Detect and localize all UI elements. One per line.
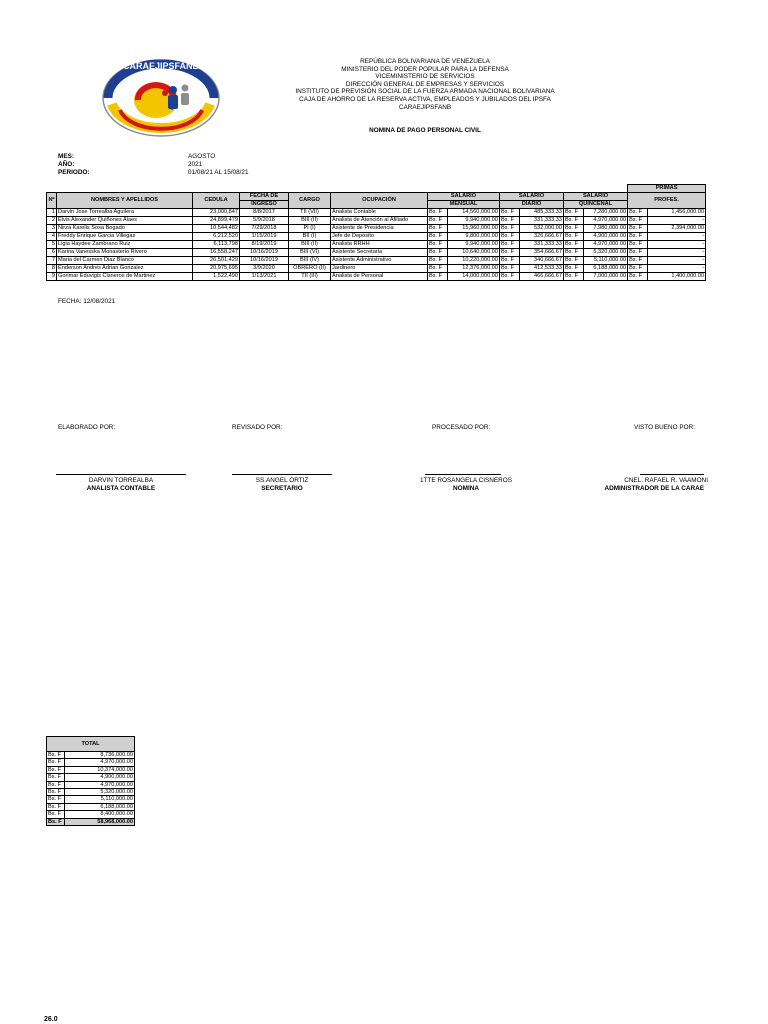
row-currency: Bs. F [564, 225, 584, 233]
row-diario: 485,333.33 [520, 209, 564, 217]
totals-row [47, 781, 135, 788]
logo-text: CARAEJIPSFANB [122, 61, 200, 71]
totals-value: 5,110,000.00 [65, 796, 135, 803]
periodo-value: 01/08/21 AL 15/08/21 [188, 169, 249, 176]
row-currency: Bs. F [628, 241, 648, 249]
signature-line [232, 474, 332, 475]
row-diario: 412,533.33 [520, 265, 564, 273]
row-cedula: 10,544,482 [193, 225, 240, 233]
signature-line [640, 474, 704, 475]
header-profes: PROFES. [628, 193, 706, 209]
header-ocupacion: OCUPACIÓN [331, 193, 428, 209]
row-diario: 331,333.33 [520, 217, 564, 225]
row-currency: Bs. F [564, 257, 584, 265]
signer-role-procesado: NOMINA [453, 485, 479, 492]
totals-body [47, 752, 135, 826]
totals-row [47, 803, 135, 810]
row-cargo: BIII (II) [289, 217, 331, 225]
header-salario-mensual: SALARIO [428, 193, 500, 201]
totals-table [46, 736, 135, 826]
row-ocupacion: Asistente de Presidencia [331, 225, 428, 233]
fecha-line: FECHA: 12/08/2021 [58, 298, 116, 305]
totals-row [47, 752, 135, 759]
visto-bueno-label: VISTO BUENO POR: [634, 424, 695, 431]
row-fecha: 1/13/2021 [240, 273, 289, 281]
row-currency: Bs. F [428, 249, 448, 257]
header-line: REPÚBLICA BOLIVARIANA DE VENEZUELA [360, 58, 490, 65]
row-quincenal: 4,970,000.00 [584, 217, 628, 225]
header-line: CARAEJIPSFANB [398, 103, 452, 111]
row-cargo: PI (I) [289, 225, 331, 233]
row-nombre: Enderson Andres Adrian Gonzalez [57, 265, 193, 273]
signer-name-elaborado: DARVIN TORREALBA [88, 477, 154, 484]
totals-value: 8,736,000.00 [65, 752, 135, 759]
header-salario-quincenal: SALARIO [564, 193, 628, 201]
row-primas: 1,400,000.00 [648, 273, 706, 281]
row-nombre: Maria del Carmen Diaz Blanco [57, 257, 193, 265]
row-currency: Bs. F [564, 273, 584, 281]
row-primas: - [648, 217, 706, 225]
header-line: CAJA DE AHORRO DE LA RESERVA ACTIVA, EMPLEADOS Y JUBILADOS DEL IPSFA [299, 95, 551, 103]
totals-row [47, 774, 135, 781]
periodo-label: PERIODO: [58, 169, 90, 176]
row-nombre: Nirza Karelis Sosa Bogado [57, 225, 193, 233]
totals-currency: Bs. F [47, 811, 65, 818]
row-ocupacion: Analista de Atención al Afiliado [331, 217, 428, 225]
row-ocupacion: Analista RRHH [331, 241, 428, 249]
payroll-table [46, 184, 706, 281]
row-primas: - [648, 257, 706, 265]
row-currency: Bs. F [628, 209, 648, 217]
row-cargo: OBRERO (II) [289, 265, 331, 273]
totals-grand-row [47, 818, 135, 825]
row-currency: Bs. F [500, 225, 520, 233]
row-ocupacion: Asistente Secretaria [331, 249, 428, 257]
header-line: DIRECCIÓN GENERAL DE EMPRESAS Y SERVICIOS [345, 80, 505, 88]
anio-label: AÑO: [58, 161, 75, 168]
row-mensual: 14,560,000.00 [448, 209, 500, 217]
row-currency: Bs. F [500, 265, 520, 273]
signer-role-elaborado: ANALISTA CONTABLE [86, 485, 156, 492]
row-currency: Bs. F [500, 233, 520, 241]
row-currency: Bs. F [500, 273, 520, 281]
signer-role-visto-bueno: ADMINISTRADOR DE LA CARAE [604, 485, 704, 492]
row-mensual: 15,960,000.00 [448, 225, 500, 233]
header-cargo: CARGO [289, 193, 331, 209]
totals-title: TOTAL [47, 737, 135, 752]
row-cedula: 26,501,429 [193, 257, 240, 265]
signature-line [56, 474, 186, 475]
row-mensual: 10,220,000.00 [448, 257, 500, 265]
totals-value: 6,188,000.00 [65, 803, 135, 810]
row-ocupacion: Jardinero [331, 265, 428, 273]
row-currency: Bs. F [500, 257, 520, 265]
totals-currency: Bs. F [47, 774, 65, 781]
row-quincenal: 6,188,000.00 [584, 265, 628, 273]
row-diario: 354,666.67 [520, 249, 564, 257]
row-currency: Bs. F [428, 209, 448, 217]
signer-name-visto-bueno: CNEL. RAFAEL R. VAAMONI [624, 477, 708, 484]
table-row [47, 233, 706, 241]
totals-row [47, 759, 135, 766]
table-row [47, 225, 706, 233]
row-fecha: 10/16/2019 [240, 249, 289, 257]
row-cargo: BIII (VI) [289, 249, 331, 257]
row-currency: Bs. F [500, 241, 520, 249]
document-title: NOMINA DE PAGO PERSONAL CIVIL [369, 127, 481, 134]
totals-value: 8,400,000.00 [65, 811, 135, 818]
row-mensual: 9,940,000.00 [448, 241, 500, 249]
row-nombre: Elvis Alexander Quiñones Alaes [57, 217, 193, 225]
row-currency: Bs. F [628, 273, 648, 281]
table-row [47, 249, 706, 257]
elaborado-label: ELABORADO POR: [58, 424, 116, 431]
row-diario: 326,666.67 [520, 233, 564, 241]
row-currency: Bs. F [564, 265, 584, 273]
row-currency: Bs. F [428, 265, 448, 273]
totals-currency: Bs. F [47, 752, 65, 759]
mes-label: MES: [58, 153, 74, 160]
row-cedula: 24,899,479 [193, 217, 240, 225]
totals-currency: Bs. F [47, 818, 65, 825]
totals-row [47, 796, 135, 803]
row-primas: - [648, 233, 706, 241]
row-currency: Bs. F [428, 241, 448, 249]
row-primas: 1,456,000.00 [648, 209, 706, 217]
row-currency: Bs. F [628, 225, 648, 233]
table-row [47, 265, 706, 273]
caraejipsfanb-logo [98, 52, 224, 140]
row-number: 9 [47, 273, 57, 281]
row-currency: Bs. F [564, 233, 584, 241]
totals-value: 4,900,000.00 [65, 774, 135, 781]
row-currency: Bs. F [428, 273, 448, 281]
row-quincenal: 5,110,000.00 [584, 257, 628, 265]
totals-value: 5,320,000.00 [65, 789, 135, 796]
row-cedula: 6,212,520 [193, 233, 240, 241]
totals-currency: Bs. F [47, 789, 65, 796]
row-currency: Bs. F [628, 257, 648, 265]
row-primas: - [648, 265, 706, 273]
header-line: INSTITUTO DE PREVISIÓN SOCIAL DE LA FUERZA ARMADA NACIONAL BOLIVARIANA [295, 88, 555, 96]
row-currency: Bs. F [628, 217, 648, 225]
table-row [47, 209, 706, 217]
row-ocupacion: Asistente Administrativo [331, 257, 428, 265]
row-mensual: 12,376,000.00 [448, 265, 500, 273]
row-nombre: Darvin Jose Torrealba Aguilera [57, 209, 193, 217]
row-currency: Bs. F [500, 209, 520, 217]
totals-currency: Bs. F [47, 759, 65, 766]
row-number: 1 [47, 209, 57, 217]
period-info [58, 153, 258, 177]
row-nombre: Karina Vanesska Monasterio Rivero [57, 249, 193, 257]
totals-row [47, 766, 135, 773]
table-row [47, 241, 706, 249]
table-row [47, 257, 706, 265]
row-fecha: 3/9/2020 [240, 265, 289, 273]
row-mensual: 10,640,000.00 [448, 249, 500, 257]
header-line: MINISTERIO DEL PODER POPULAR PARA LA DEFENSA [341, 65, 509, 73]
row-cedula: 16,558,247 [193, 249, 240, 257]
row-number: 8 [47, 265, 57, 273]
totals-value: 4,970,000.00 [65, 759, 135, 766]
header-fecha: FECHA DE [240, 193, 289, 201]
header-ingreso: INGRESO [240, 201, 289, 209]
page-number: 26.0 [44, 1016, 58, 1023]
row-currency: Bs. F [564, 217, 584, 225]
row-quincenal: 7,280,000.00 [584, 209, 628, 217]
row-diario: 340,666.67 [520, 257, 564, 265]
row-fecha: 8/19/2019 [240, 241, 289, 249]
row-cedula: 20,975,695 [193, 265, 240, 273]
row-currency: Bs. F [564, 209, 584, 217]
row-fecha: 1/15/2019 [240, 233, 289, 241]
header-cedula: CEDULA [193, 193, 240, 209]
signer-name-revisado: SS.ANGEL ORTIZ [255, 477, 309, 484]
row-number: 3 [47, 225, 57, 233]
row-diario: 331,333.33 [520, 241, 564, 249]
header-salario-diario: SALARIO [500, 193, 564, 201]
row-quincenal: 5,320,000.00 [584, 249, 628, 257]
row-cargo: BII (I) [289, 233, 331, 241]
row-cedula: 23,000,847 [193, 209, 240, 217]
row-mensual: 14,000,000.00 [448, 273, 500, 281]
totals-currency: Bs. F [47, 803, 65, 810]
row-cargo: TII (VII) [289, 209, 331, 217]
table-row [47, 273, 706, 281]
row-number: 6 [47, 249, 57, 257]
row-nombre: Gorimar Eduvigis Cisneros de Martinez [57, 273, 193, 281]
revisado-label: REVISADO POR: [232, 424, 283, 431]
row-quincenal: 7,000,000.00 [584, 273, 628, 281]
row-diario: 466,666.67 [520, 273, 564, 281]
mes-value: AGOSTO [188, 153, 216, 160]
row-cedula: 6,113,798 [193, 241, 240, 249]
payroll-body [47, 209, 706, 281]
signature-line [425, 474, 501, 475]
row-fecha: 10/16/2019 [240, 257, 289, 265]
header-quincenal: QUINCENAL [564, 201, 628, 209]
institution-header [230, 58, 620, 111]
header-nombres: NOMBRES Y APELLIDOS [57, 193, 193, 209]
row-fecha: 8/8/2017 [240, 209, 289, 217]
totals-value: 10,374,000.00 [65, 766, 135, 773]
row-currency: Bs. F [428, 257, 448, 265]
row-ocupacion: Analista Contable [331, 209, 428, 217]
row-currency: Bs. F [564, 241, 584, 249]
row-primas: 2,394,000.00 [648, 225, 706, 233]
row-mensual: 9,940,000.00 [448, 217, 500, 225]
row-nombre: Freddy Enrique Garcia Villegas [57, 233, 193, 241]
row-quincenal: 7,980,000.00 [584, 225, 628, 233]
totals-currency: Bs. F [47, 781, 65, 788]
row-number: 4 [47, 233, 57, 241]
row-nombre: Ligia Haydee Zambrano Ruiz [57, 241, 193, 249]
row-number: 5 [47, 241, 57, 249]
totals-currency: Bs. F [47, 766, 65, 773]
row-cargo: TII (III) [289, 273, 331, 281]
procesado-label: PROCESADO POR: [432, 424, 491, 431]
row-currency: Bs. F [564, 249, 584, 257]
row-cargo: BIII (IV) [289, 257, 331, 265]
row-currency: Bs. F [500, 217, 520, 225]
row-currency: Bs. F [628, 233, 648, 241]
row-currency: Bs. F [500, 249, 520, 257]
row-number: 7 [47, 257, 57, 265]
row-currency: Bs. F [428, 217, 448, 225]
row-mensual: 9,800,000.00 [448, 233, 500, 241]
totals-value: 4,970,000.00 [65, 781, 135, 788]
totals-currency: Bs. F [47, 796, 65, 803]
header-primas: PRIMAS [628, 185, 706, 193]
signer-name-procesado: 1TTE ROSANGELA CISNEROS [420, 477, 512, 484]
row-quincenal: 4,900,000.00 [584, 233, 628, 241]
header-n: Nº [47, 193, 57, 209]
row-fecha: 7/29/2018 [240, 225, 289, 233]
header-mensual: MENSUAL [428, 201, 500, 209]
row-cedula: 1,522,490 [193, 273, 240, 281]
totals-row [47, 811, 135, 818]
row-ocupacion: Analista de Personal [331, 273, 428, 281]
row-quincenal: 4,970,000.00 [584, 241, 628, 249]
anio-value: 2021 [188, 161, 203, 168]
row-fecha: 5/9/2018 [240, 217, 289, 225]
totals-grand-value: 58,968,000.00 [65, 818, 135, 825]
row-currency: Bs. F [628, 265, 648, 273]
table-row [47, 217, 706, 225]
header-line: VICEMINISTERIO DE SERVICIOS [375, 73, 475, 81]
signer-role-revisado: SECRETARIO [261, 485, 303, 492]
header-diario: DIARIO [500, 201, 564, 209]
row-currency: Bs. F [628, 249, 648, 257]
row-primas: - [648, 249, 706, 257]
totals-row [47, 789, 135, 796]
row-currency: Bs. F [428, 225, 448, 233]
row-diario: 532,000.00 [520, 225, 564, 233]
row-ocupacion: Jefe de Deposito [331, 233, 428, 241]
row-cargo: BIII (II) [289, 241, 331, 249]
row-currency: Bs. F [428, 233, 448, 241]
row-number: 2 [47, 217, 57, 225]
row-primas: - [648, 241, 706, 249]
